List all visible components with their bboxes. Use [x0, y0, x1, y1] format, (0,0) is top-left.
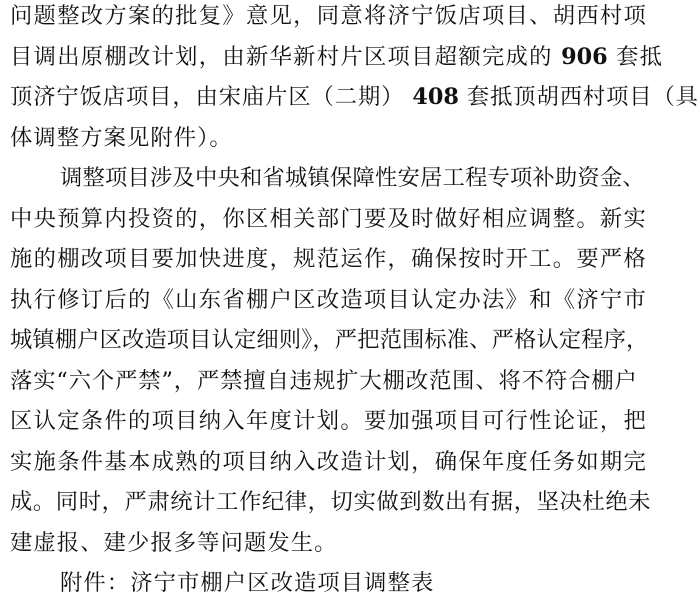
number-408: 408 [412, 84, 459, 110]
text-line: 调整项目涉及中央和省城镇保障性安居工程专项补助资金、 [60, 165, 645, 191]
text-line: 城镇棚户区改造项目认定细则》，严把范围标准、严格认定程序， [10, 327, 649, 353]
text-line: 体调整方案见附件）。 [10, 124, 233, 151]
text-line: 中央预算内投资的，你区相关部门要及时做好相应调整。新实 [10, 205, 648, 232]
text-line: 问题整改方案的批复》意见，同意将济宁饭店项目、胡西村项 [10, 3, 648, 29]
text-line: 落实“六个严禁”，严禁擅自违规扩大棚改范围、将不符合棚户 [10, 367, 638, 394]
text-segment: 顶济宁饭店项目，由宋庙片区（二期） [10, 84, 405, 110]
text-line: 建虚报、建少报多等问题发生。 [10, 529, 338, 556]
text-line: 区认定条件的项目纳入年度计划。要加强项目可行性论证，把 [10, 408, 648, 434]
text-line: 施的棚改项目要加快进度，规范运作，确保按时开工。要严格 [10, 246, 648, 272]
text-line: 实施条件基本成熟的项目纳入改造计划，确保年度任务如期完 [10, 448, 648, 475]
text-segment: 套抵 [616, 43, 664, 70]
text-line: 执行修订后的《山东省棚户区改造项目认定办法》和《济宁市 [10, 286, 648, 313]
text-segment: 目调出原棚改计划，由新华新村片区项目超额完成的 [10, 43, 553, 70]
attachment-label: 附件： [60, 570, 131, 596]
text-segment: 套抵顶胡西村项目（具 [466, 84, 699, 110]
number-906: 906 [561, 43, 608, 70]
attachment-title: 济宁市棚户区改造项目调整表 [130, 570, 435, 596]
attachment-line [60, 568, 434, 598]
text-line [10, 42, 663, 72]
text-line: 成。同时，严肃统计工作纪律，切实做到数出有据，坚决杜绝未 [10, 489, 652, 515]
text-line [10, 82, 699, 112]
